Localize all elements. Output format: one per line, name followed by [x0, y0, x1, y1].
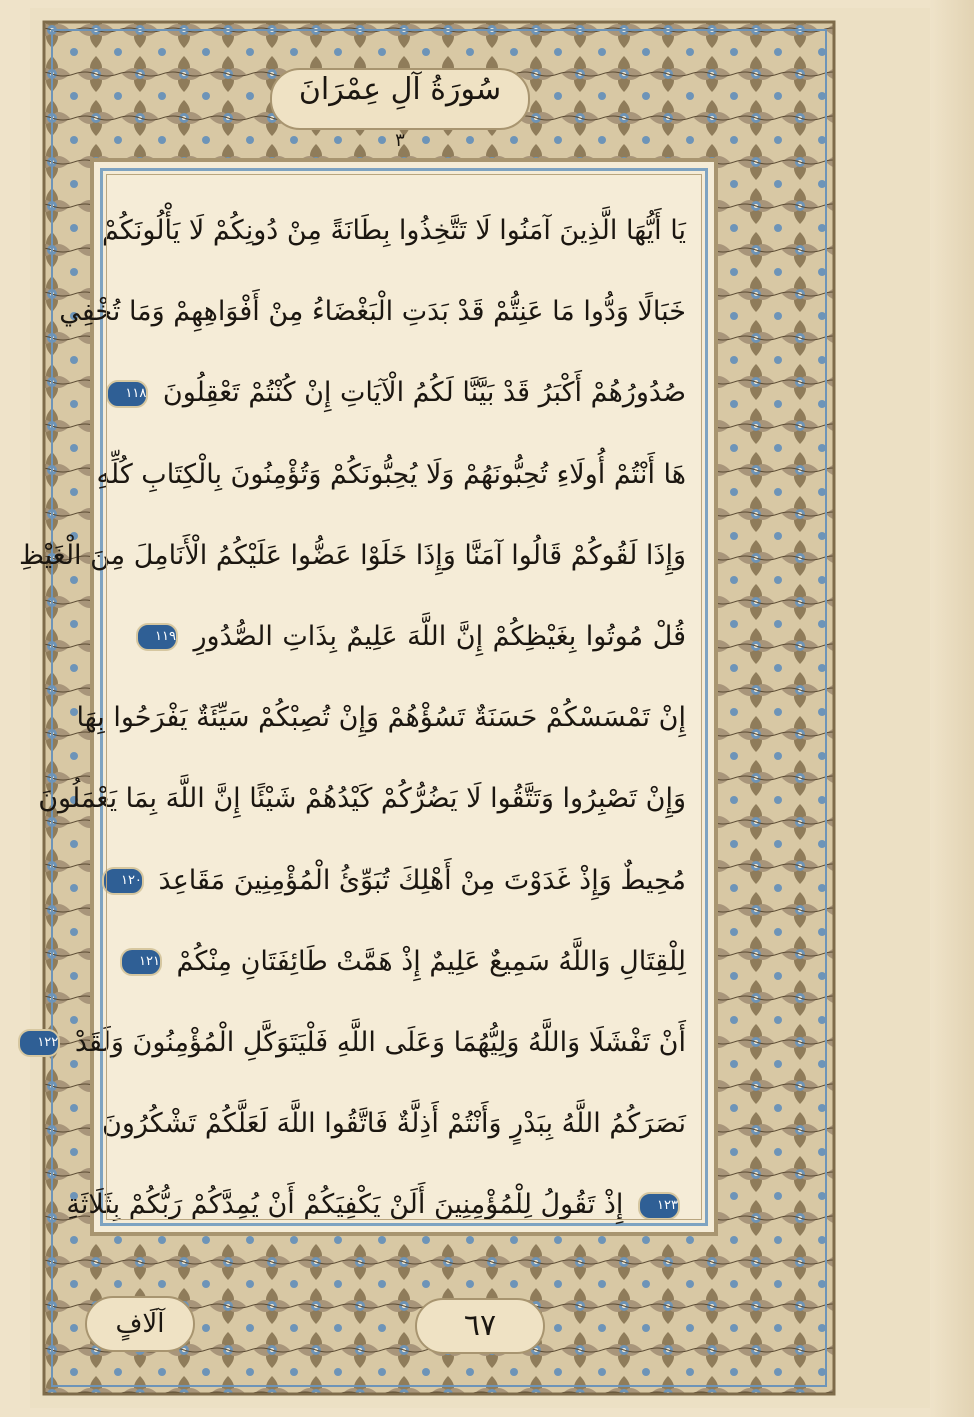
verse-line: وَإِنْ تَصْبِرُوا وَتَتَّقُوا لَا يَضُرُّكُمْ كَيْدُهُمْ شَيْئًا إِنَّ اللَّهَ بِمَا يَعْمَلُونَ: [38, 783, 686, 815]
ayah-number-marker: ١١٨: [106, 380, 148, 408]
page-gutter-shadow: [930, 0, 974, 1417]
verse-line: صُدُورُهُمْ أَكْبَرُ قَدْ بَيَّنَّا لَكُمُ الْآيَاتِ إِنْ كُنْتُمْ تَعْقِلُونَ ١١٨: [130, 352, 686, 433]
quran-page: [19, 8, 930, 1408]
page-number: ٦٧: [415, 1298, 545, 1354]
verse-line: مُحِيطٌ وَإِذْ غَدَوْتَ مِنْ أَهْلِكَ تُبَوِّئُ الْمُؤْمِنِينَ مَقَاعِدَ ١٢٠: [130, 840, 686, 921]
verse-line: يَا أَيُّهَا الَّذِينَ آمَنُوا لَا تَتَّخِذُوا بِطَانَةً مِنْ دُونِكُمْ لَا يَأْلُونَكُمْ: [101, 215, 686, 246]
verse-lines: [19, 190, 686, 1245]
ayah-number-marker: ١٢٠: [102, 867, 144, 895]
ayah-number-marker: ١٢٣: [638, 1192, 680, 1220]
verse-line: أَنْ تَفْشَلَا وَاللَّهُ وَلِيُّهُمَا وَعَلَى اللَّهِ فَلْيَتَوَكَّلِ الْمُؤْمِنُونَ وَلَقَدْ ١٢٢: [130, 1002, 686, 1083]
verse-line: لِلْقِتَالِ وَاللَّهُ سَمِيعٌ عَلِيمٌ إِذْ هَمَّتْ طَائِفَتَانِ مِنْكُمْ ١٢١: [130, 921, 686, 1002]
ayah-number-marker: ١٢٢: [18, 1029, 60, 1057]
ayah-number-marker: ١١٩: [136, 623, 178, 651]
surah-title: سُورَةُ آلِ عِمْرَانَ: [298, 72, 502, 107]
verse-line: خَبَالًا وَدُّوا مَا عَنِتُّمْ قَدْ بَدَتِ الْبَغْضَاءُ مِنْ أَفْوَاهِهِمْ وَمَا تُخْفِي: [59, 296, 686, 328]
verse-line: قُلْ مُوتُوا بِغَيْظِكُمْ إِنَّ اللَّهَ عَلِيمٌ بِذَاتِ الصُّدُورِ ١١٩: [130, 596, 686, 677]
surah-title-cartouche: [270, 68, 530, 151]
verse-line: ١٢٣ إِذْ تَقُولُ لِلْمُؤْمِنِينَ أَلَنْ يَكْفِيَكُمْ أَنْ يُمِدَّكُمْ رَبُّكُمْ بِثَلَاثَةِ: [66, 1189, 678, 1221]
ayah-number-marker: ١٢١: [120, 948, 162, 976]
verse-text-panel: [19, 158, 718, 1236]
verse-line: وَإِذَا لَقُوكُمْ قَالُوا آمَنَّا وَإِذَا خَلَوْا عَضُّوا عَلَيْكُمُ الْأَنَامِلَ مِنَ الْغَيْظِ: [19, 539, 686, 571]
verse-line: إِنْ تَمْسَسْكُمْ حَسَنَةٌ تَسُؤْهُمْ وَإِنْ تُصِبْكُمْ سَيِّئَةٌ يَفْرَحُوا بِهَا: [76, 702, 686, 734]
surah-number: ٣: [395, 130, 405, 151]
verse-line: نَصَرَكُمُ اللَّهُ بِبَدْرٍ وَأَنْتُمْ أَذِلَّةٌ فَاتَّقُوا اللَّهَ لَعَلَّكُمْ تَشْكُرُونَ: [102, 1108, 686, 1140]
verse-line: هَا أَنْتُمْ أُولَاءِ تُحِبُّونَهُمْ وَلَا يُحِبُّونَكُمْ وَتُؤْمِنُونَ بِالْكِتَابِ كُلِّهِ: [96, 458, 686, 490]
catchword: آلَافٍ: [85, 1296, 195, 1352]
